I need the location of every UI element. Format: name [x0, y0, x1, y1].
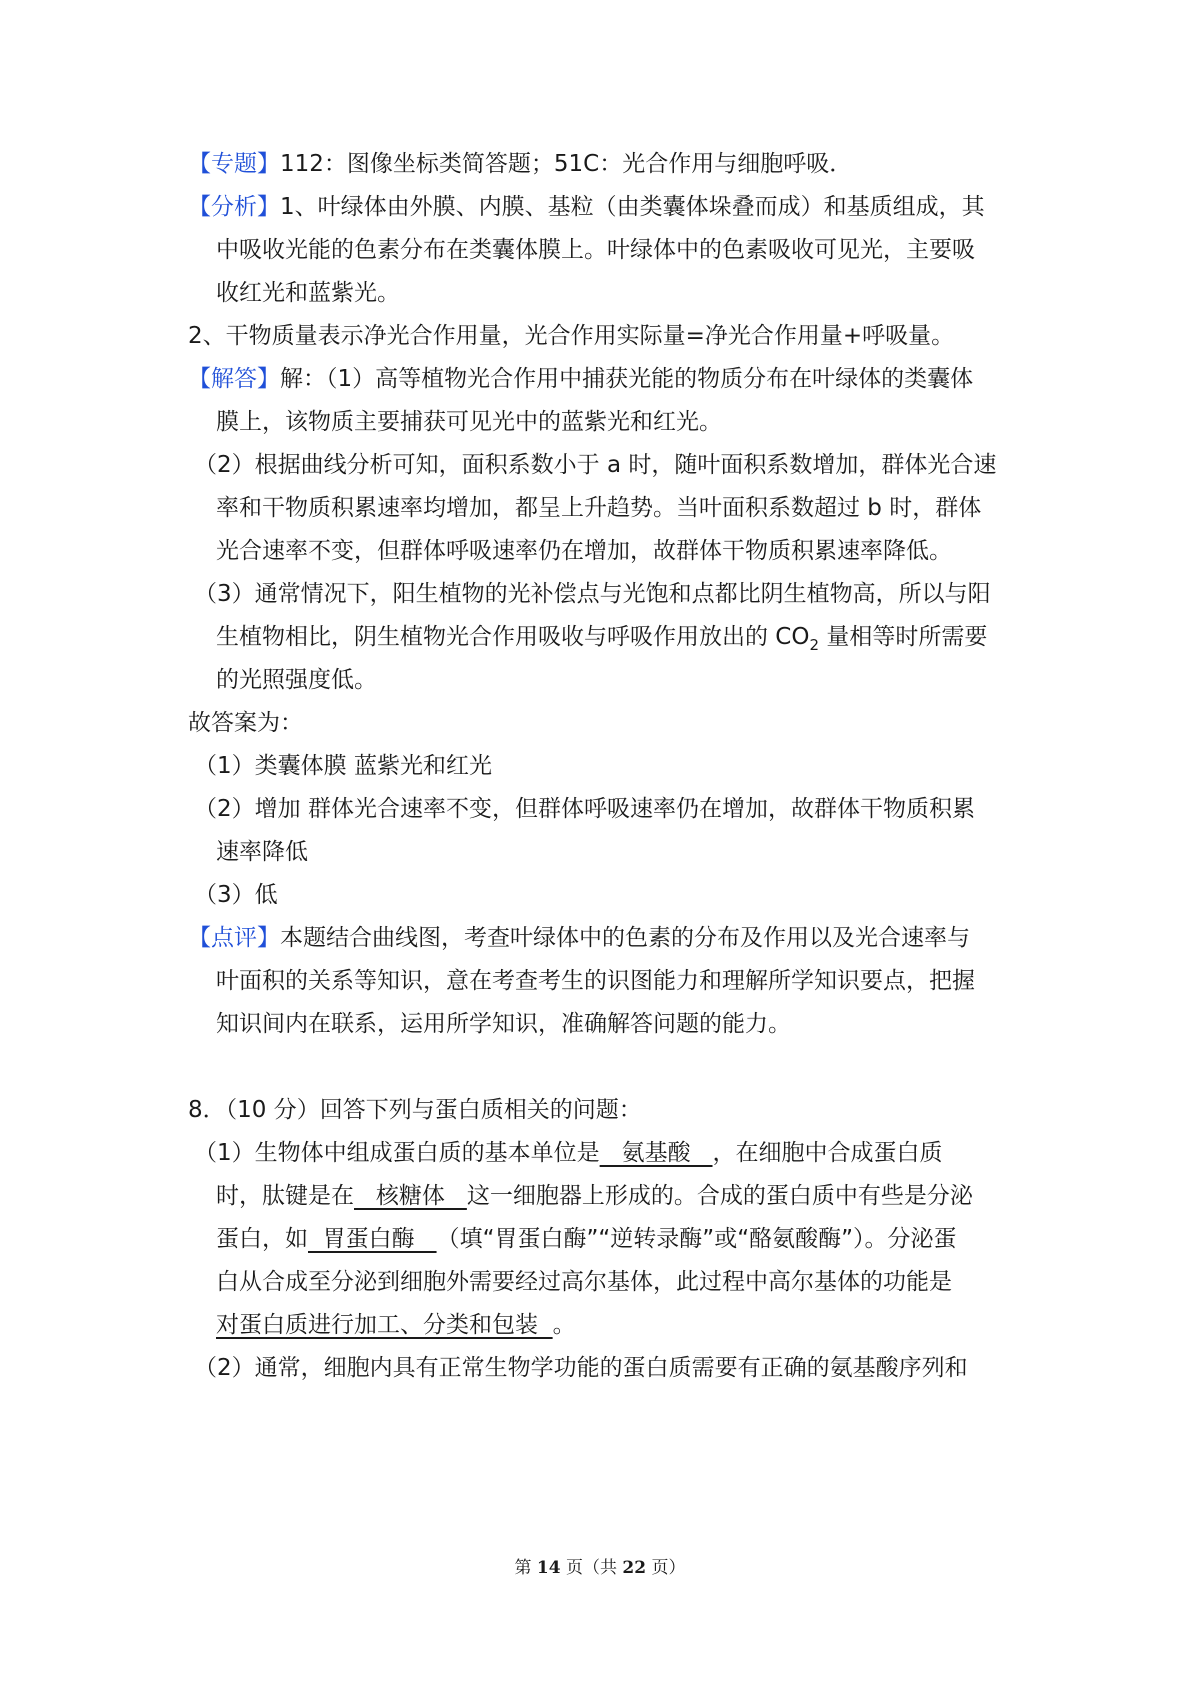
- topic-text: 112：图像坐标类简答题；51C：光合作用与细胞呼吸．: [280, 151, 853, 177]
- answer-line-2: 膜上，该物质主要捕获可见光中的蓝紫光和红光。: [216, 409, 722, 435]
- answer-p3-text-a: 生植物相比，阴生植物光合作用吸收与呼吸作用放出的 CO: [216, 624, 810, 650]
- answer-p3-line-2: [216, 619, 1056, 655]
- answer-p3-text-b: 量相等时所需要: [819, 624, 988, 650]
- q8-answer-blank-1: 氨基酸: [599, 1140, 713, 1166]
- answer-tag: 【解答】: [188, 366, 280, 392]
- analysis-line-4: 2、干物质量表示净光合作用量，光合作用实际量=净光合作用量+呼吸量。: [188, 323, 955, 349]
- q8-s1-l2-text-a: 时，肽键是在: [216, 1183, 354, 1209]
- analysis-line-3: 收红光和蓝紫光。: [216, 280, 400, 306]
- answer-p2-line-2: 率和干物质积累速率均增加，都呈上升趋势。当叶面积系数超过 b 时，群体: [216, 495, 982, 521]
- footer-total-pages: 22: [622, 1558, 647, 1578]
- co2-subscript: 2: [809, 636, 820, 654]
- q8-s2-line-1: （2）通常，细胞内具有正常生物学功能的蛋白质需要有正确的氨基酸序列和: [194, 1355, 968, 1381]
- comment-line-1: [188, 920, 1028, 956]
- answer-p3-line-1: （3）通常情况下，阳生植物的光补偿点与光饱和点都比阴生植物高，所以与阳: [194, 581, 991, 607]
- q8-s1-line-4: 白从合成至分泌到细胞外需要经过高尔基体，此过程中高尔基体的功能是: [216, 1269, 952, 1295]
- analysis-line-2: 中吸收光能的色素分布在类囊体膜上。叶绿体中的色素吸收可见光，主要吸: [216, 237, 975, 263]
- comment-tag: 【点评】: [188, 925, 280, 951]
- answer-p3-line-3: 的光照强度低。: [216, 667, 377, 693]
- answer-line-1: [188, 361, 1028, 397]
- comment-line-3: 知识间内在联系，运用所学知识，准确解答问题的能力。: [216, 1011, 791, 1037]
- answer-p2-line-3: 光合速率不变，但群体呼吸速率仍在增加，故群体干物质积累速率降低。: [216, 538, 952, 564]
- q8-s1-line-5: [216, 1307, 1056, 1343]
- footer-suffix: 页）: [646, 1558, 686, 1578]
- page-footer: [0, 1556, 1200, 1580]
- answer-a2-line-2: 速率降低: [216, 839, 308, 865]
- q8-s1-l3-text-a: 蛋白，如: [216, 1226, 308, 1252]
- topic-line: [188, 146, 1028, 182]
- q8-s1-l2-text-b: 这一细胞器上形成的。合成的蛋白质中有些是分泌: [466, 1183, 973, 1209]
- q8-answer-blank-4: 对蛋白质进行加工、分类和包装: [216, 1312, 553, 1338]
- answer-p2-line-1: （2）根据曲线分析可知，面积系数小于 a 时，随叶面积系数增加，群体光合速: [194, 452, 997, 478]
- footer-middle: 页（共: [560, 1558, 623, 1578]
- answer-so-line: 故答案为：: [188, 710, 303, 736]
- q8-s1-l3-text-b: （填“胃蛋白酶”“逆转录酶”或“酪氨酸酶”）。分泌蛋: [436, 1226, 957, 1252]
- analysis-text-1: 1、叶绿体由外膜、内膜、基粒（由类囊体垛叠而成）和基质组成，其: [280, 194, 985, 220]
- comment-text-1: 本题结合曲线图，考查叶绿体中的色素的分布及作用以及光合速率与: [280, 925, 970, 951]
- q8-answer-blank-3: 胃蛋白酶: [308, 1226, 437, 1252]
- comment-line-2: 叶面积的关系等知识，意在考查考生的识图能力和理解所学知识要点，把握: [216, 968, 975, 994]
- answer-text-1: 解：（1）高等植物光合作用中捕获光能的物质分布在叶绿体的类囊体: [280, 366, 974, 392]
- q8-s1-l5-text-b: 。: [552, 1312, 576, 1338]
- q8-s1-l1-text-b: ，在细胞中合成蛋白质: [712, 1140, 943, 1166]
- answer-a3-line: （3）低: [194, 882, 278, 908]
- answer-a2-line-1: （2）增加 群体光合速率不变，但群体呼吸速率仍在增加，故群体干物质积累: [194, 796, 975, 822]
- question-8-title: 8．（10 分）回答下列与蛋白质相关的问题：: [188, 1097, 642, 1123]
- q8-s1-line-2: [216, 1178, 1056, 1214]
- analysis-tag: 【分析】: [188, 194, 280, 220]
- topic-tag: 【专题】: [188, 151, 280, 177]
- q8-s1-line-1: [194, 1135, 1034, 1171]
- q8-s1-line-3: [216, 1221, 1056, 1257]
- q8-s1-l1-text-a: （1）生物体中组成蛋白质的基本单位是: [194, 1140, 600, 1166]
- answer-a1-line: （1）类囊体膜 蓝紫光和红光: [194, 753, 492, 779]
- analysis-line-1: [188, 189, 1028, 225]
- footer-page-number: 14: [536, 1558, 561, 1578]
- footer-prefix: 第: [514, 1558, 537, 1578]
- q8-answer-blank-2: 核糖体: [354, 1183, 467, 1209]
